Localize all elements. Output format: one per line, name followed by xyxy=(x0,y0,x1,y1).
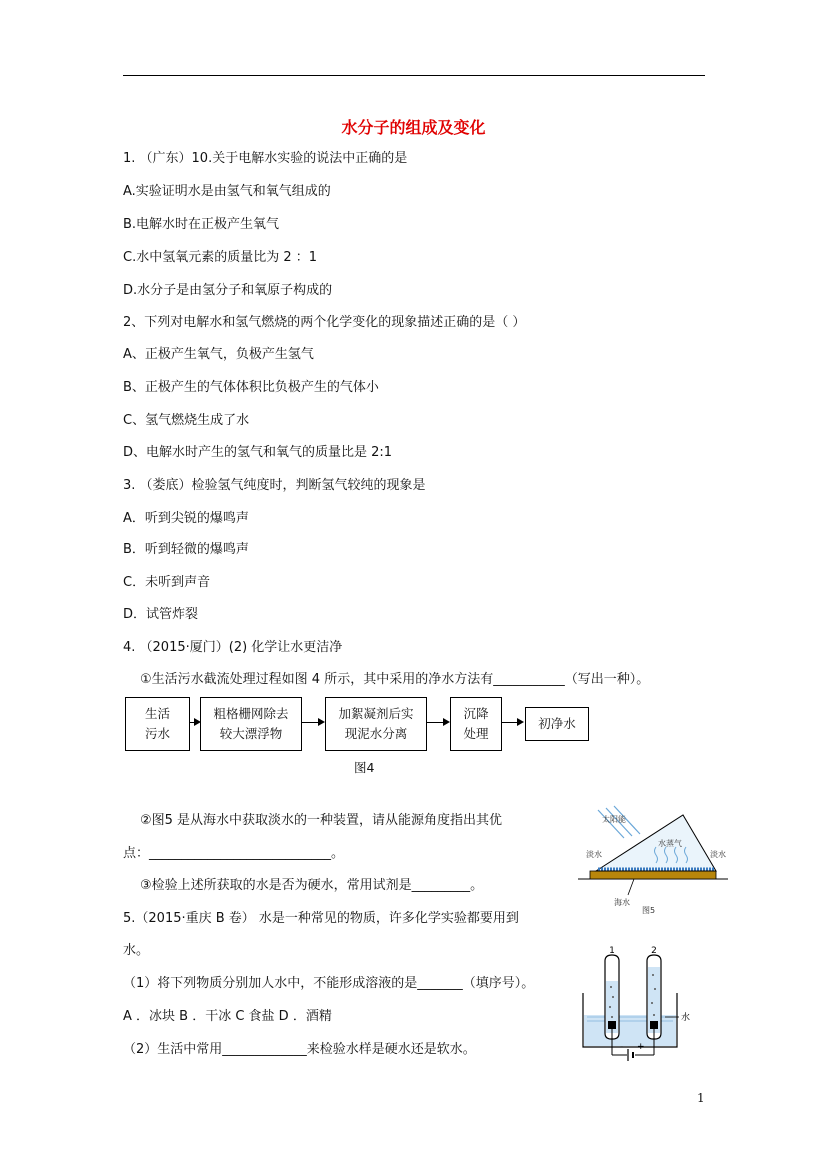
q2-stem: 2、下列对电解水和氢气燃烧的两个化学变化的现象描述正确的是（ ） xyxy=(123,315,526,330)
fig5-label-sea: 海水 xyxy=(614,898,630,907)
fig5-label-vapor: 水蒸气 xyxy=(658,839,682,848)
flow-step-flocculation: 加絮凝剂后实 现泥水分离 xyxy=(325,697,427,751)
q4-stem: 4. （2015·厦门）(2) 化学让水更洁净 xyxy=(123,640,343,655)
q1-option-a: A.实验证明水是由氢气和氧气组成的 xyxy=(123,184,331,199)
flow-arrow xyxy=(501,722,522,723)
q5-stem-line2: 水。 xyxy=(123,943,150,958)
page-number: 1 xyxy=(697,1091,705,1105)
q5-sub1-options: A ．冰块 B ．干冰 C 食盐 D ．酒精 xyxy=(123,1009,332,1024)
q5-sub2: （2）生活中常用_____________来检验水样是硬水还是软水。 xyxy=(123,1042,476,1057)
q4-part3: ③检验上述所获取的水是否为硬水，常用试剂是_________。 xyxy=(140,878,484,893)
q3-option-d: D．试管炸裂 xyxy=(123,607,199,622)
tube-2-label: 2 xyxy=(651,946,657,956)
fig5-label-sun: 太阳能 xyxy=(602,815,626,824)
positive-terminal-label: + xyxy=(637,1042,645,1052)
q5-stem-line1: 5.（2015·重庆 B 卷） 水是一种常见的物质，许多化学实验都要用到 xyxy=(123,911,519,926)
q2-option-d: D、电解水时产生的氢气和氧气的质量比是 2:1 xyxy=(123,445,393,460)
flow-step-sedimentation: 沉降 处理 xyxy=(450,697,502,751)
q2-option-a: A、正极产生氧气，负极产生氢气 xyxy=(123,347,314,362)
q5-sub1: （1）将下列物质分别加人水中，不能形成溶液的是_______（填序号）。 xyxy=(123,976,535,991)
electrolysis-apparatus-diagram xyxy=(575,945,705,1065)
water-label: 水 xyxy=(681,1013,691,1023)
q2-option-b: B、正极产生的气体体积比负极产生的气体小 xyxy=(123,380,379,395)
fig5-label-fresh-right: 淡水 xyxy=(710,850,726,859)
q3-option-c: C．未听到声音 xyxy=(123,575,211,590)
header-rule xyxy=(123,75,705,76)
q4-part1: ①生活污水截流处理过程如图 4 所示，其中采用的净水方法有___________（写出一种）。 xyxy=(140,672,650,687)
q3-stem: 3. （娄底）检验氢气纯度时，判断氢气较纯的现象是 xyxy=(123,478,426,493)
q3-option-a: A．听到尖锐的爆鸣声 xyxy=(123,511,249,526)
q3-option-b: B．听到轻微的爆鸣声 xyxy=(123,542,249,557)
q1-stem: 1. （广东）10.关于电解水实验的说法中正确的是 xyxy=(123,151,408,166)
q1-option-b: B.电解水时在正极产生氧气 xyxy=(123,217,280,232)
tube-1-label: 1 xyxy=(609,946,615,956)
q4-part2-line2: 点：____________________________。 xyxy=(123,846,345,861)
q4-part2-line1: ②图5 是从海水中获取淡水的一种装置，请从能源角度指出其优 xyxy=(140,813,503,828)
q1-option-d: D.水分子是由氢分子和氧原子构成的 xyxy=(123,283,333,298)
fig5-label-fresh-left: 淡水 xyxy=(586,850,602,859)
negative-terminal-label: - xyxy=(620,1042,624,1052)
q2-option-c: C、氢气燃烧生成了水 xyxy=(123,413,250,428)
fig5-caption: 图5 xyxy=(642,906,656,915)
q1-option-c: C.水中氢氧元素的质量比为 2 ：1 xyxy=(123,250,318,265)
flow-arrow xyxy=(426,722,448,723)
flow-step-raw-sewage: 生活 污水 xyxy=(125,697,190,751)
fig4-caption: 图4 xyxy=(354,760,375,775)
flow-arrow xyxy=(301,722,323,723)
page-title: 水分子的组成及变化 xyxy=(341,118,486,137)
solar-desalination-diagram xyxy=(578,805,728,915)
flow-arrow xyxy=(189,722,199,723)
flow-step-coarse-screen: 粗格栅网除去 较大漂浮物 xyxy=(200,697,302,751)
flow-step-primary-clean-water: 初净水 xyxy=(525,707,589,741)
